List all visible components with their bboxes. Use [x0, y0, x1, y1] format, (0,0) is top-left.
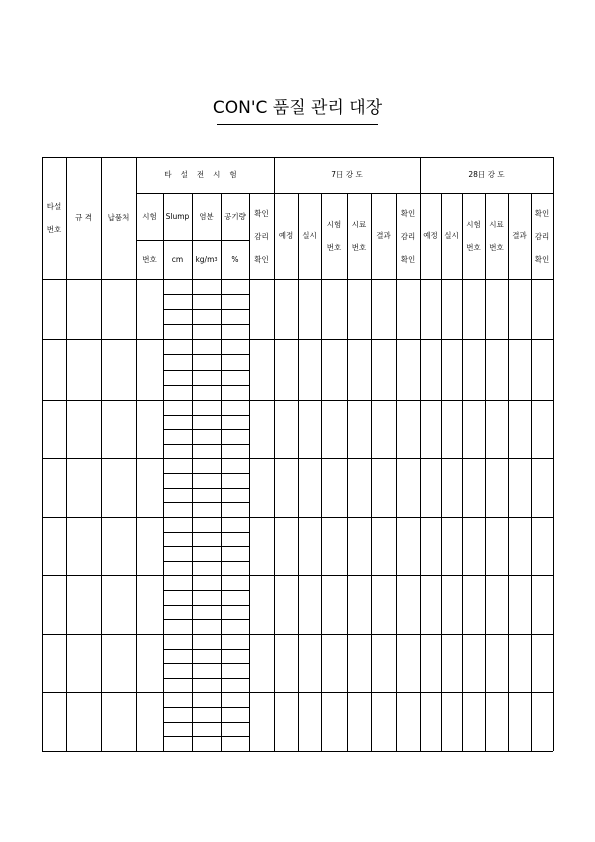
header-batch-no: 타설 번호: [46, 202, 62, 234]
table-rule: [163, 722, 249, 723]
header-7day-specimen-no: 시료 번호: [351, 220, 367, 252]
table-rule: [163, 488, 249, 489]
table-rule: [163, 605, 249, 606]
table-rule: [163, 294, 249, 295]
table-rule: [163, 473, 249, 474]
table-rule: [42, 517, 553, 518]
table-rule: [163, 649, 249, 650]
header-28day-specimen-no: 시료 번호: [489, 220, 504, 252]
table-rule: [163, 546, 249, 547]
table-rule: [163, 444, 249, 445]
header-28day-strength: 28日 강 도: [468, 170, 505, 180]
table-rule: [163, 619, 249, 620]
header-unit-weight: 염분: [199, 211, 214, 221]
header-7day-strength: 7日 강 도: [331, 170, 363, 180]
header-slump: Slump: [165, 211, 190, 221]
table-rule: [163, 561, 249, 562]
header-before-pour: 타설전시험: [164, 170, 246, 180]
header-7day-result: 결과: [376, 231, 391, 241]
table-rule: [163, 324, 249, 325]
page-title: CON'C 품질 관리 대장: [212, 98, 383, 118]
table-rule: [163, 415, 249, 416]
table-rule: [163, 502, 249, 503]
header-spec: 규 격: [75, 213, 92, 223]
table-rule: [163, 370, 249, 371]
table-rule: [42, 575, 553, 576]
table-rule: [42, 634, 553, 635]
table-rule: [163, 429, 249, 430]
table-rule: [163, 590, 249, 591]
title-underline: [217, 124, 378, 125]
header-7day-actual: 실시: [302, 231, 317, 241]
table-rule: [42, 339, 553, 340]
header-supplier: 납품처: [107, 213, 130, 223]
header-28day-test-no: 시험 번호: [466, 220, 481, 252]
header-unit-weight-unit: kg/m 3: [195, 254, 218, 264]
header-28day-result: 결과: [512, 231, 527, 241]
header-supervisor-check: 확인 감리 확인: [254, 208, 269, 264]
header-28day-supervisor-check: 확인 감리 확인: [534, 208, 550, 264]
header-air-content-unit: %: [231, 254, 239, 264]
table-rule: [163, 736, 249, 737]
table-rule: [553, 157, 554, 751]
header-7day-design: 예정: [278, 231, 294, 241]
table-rule: [42, 458, 553, 459]
header-28day-design: 예정: [423, 231, 438, 241]
header-7day-supervisor-check: 확인 감리 확인: [400, 208, 416, 264]
table-rule: [42, 692, 553, 693]
table-rule: [42, 400, 553, 401]
table-rule: [163, 532, 249, 533]
header-slump-unit: cm: [171, 254, 184, 264]
table-rule: [163, 354, 249, 355]
table-rule: [42, 751, 553, 752]
header-28day-actual: 실시: [444, 231, 459, 241]
header-7day-test-no: 시험 번호: [326, 220, 342, 252]
header-air-content: 공기량: [224, 211, 246, 221]
table-rule: [163, 309, 249, 310]
table-rule: [163, 707, 249, 708]
header-test-no: 시험: [142, 211, 157, 221]
table-rule: [163, 385, 249, 386]
table-rule: [163, 663, 249, 664]
table-rule: [163, 678, 249, 679]
header-test-no-sub: 번호: [142, 254, 157, 264]
